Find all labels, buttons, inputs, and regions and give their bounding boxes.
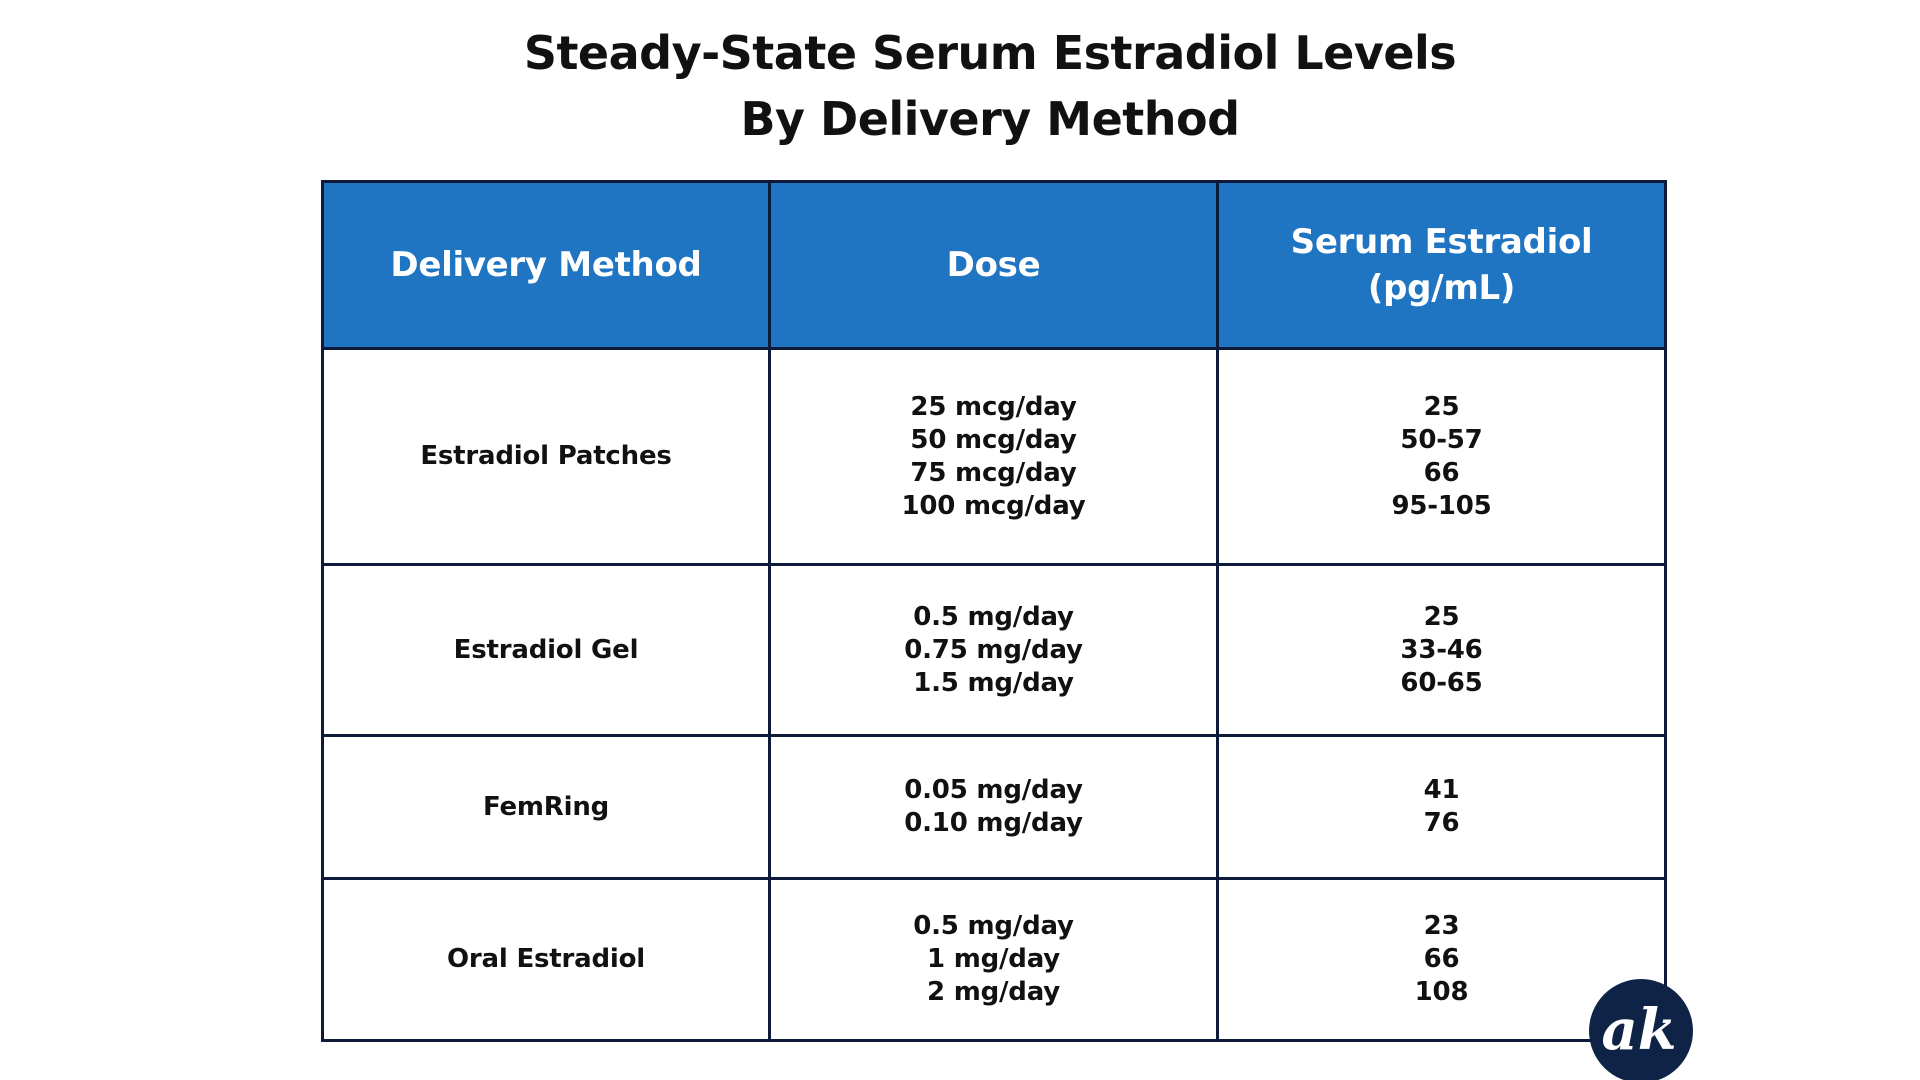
estradiol-levels-table (321, 180, 1667, 1042)
serum-value: 95-105 (1391, 490, 1492, 521)
serum-value: 25 (1423, 391, 1460, 422)
dose-value: 25 mcg/day (910, 391, 1077, 422)
column-header-delivery-method: Delivery Method (323, 182, 770, 349)
dose-cell (770, 736, 1218, 879)
ak-monogram-logo-icon (1589, 979, 1693, 1080)
delivery-method-label: Estradiol Patches (420, 441, 672, 471)
dose-value: 50 mcg/day (910, 424, 1077, 455)
dose-value: 75 mcg/day (910, 457, 1077, 488)
dose-value: 0.05 mg/day (904, 775, 1083, 805)
serum-value: 25 (1423, 601, 1460, 632)
delivery-method-cell (323, 349, 770, 565)
dose-value: 1.5 mg/day (913, 667, 1074, 698)
dose-value: 1 mg/day (926, 944, 1061, 974)
dose-cell (770, 879, 1218, 1041)
delivery-method-label: Oral Estradiol (447, 944, 645, 974)
chart-title-line-2: By Delivery Method (740, 92, 1240, 146)
serum-value: 50-57 (1400, 424, 1483, 455)
delivery-method-label: Estradiol Gel (453, 634, 639, 665)
serum-estradiol-cell (1218, 565, 1666, 736)
delivery-method-cell (323, 565, 770, 736)
dose-value: 2 mg/day (926, 977, 1061, 1007)
dose-cell (770, 565, 1218, 736)
table-row (323, 879, 1666, 1041)
table-row (323, 349, 1666, 565)
delivery-method-cell (323, 736, 770, 879)
delivery-method-cell (323, 879, 770, 1041)
serum-value: 76 (1423, 808, 1460, 838)
serum-value: 66 (1423, 944, 1460, 974)
serum-estradiol-cell (1218, 349, 1666, 565)
table-header-row (323, 182, 1666, 349)
serum-estradiol-cell (1218, 736, 1666, 879)
table-row (323, 736, 1666, 879)
serum-value: 66 (1423, 457, 1460, 488)
serum-value: 108 (1414, 977, 1469, 1007)
dose-cell (770, 349, 1218, 565)
serum-value: 33-46 (1400, 634, 1483, 665)
dose-value: 0.5 mg/day (913, 911, 1074, 941)
delivery-method-label: FemRing (482, 791, 610, 822)
dose-value: 0.10 mg/day (904, 808, 1083, 838)
dose-value: 0.5 mg/day (913, 601, 1074, 632)
column-header-serum-estradiol: Serum Estradiol (pg/mL) (1218, 182, 1666, 349)
serum-value: 41 (1423, 775, 1460, 805)
table-row (323, 565, 1666, 736)
serum-value: 23 (1423, 911, 1460, 941)
logo-text: ak (1601, 997, 1677, 1063)
dose-value: 100 mcg/day (901, 490, 1086, 521)
column-header-dose: Dose (770, 182, 1218, 349)
dose-value: 0.75 mg/day (904, 634, 1083, 665)
chart-title-line-1: Steady-State Serum Estradiol Levels (523, 26, 1457, 80)
chart-title (0, 20, 1920, 152)
serum-value: 60-65 (1400, 667, 1483, 698)
